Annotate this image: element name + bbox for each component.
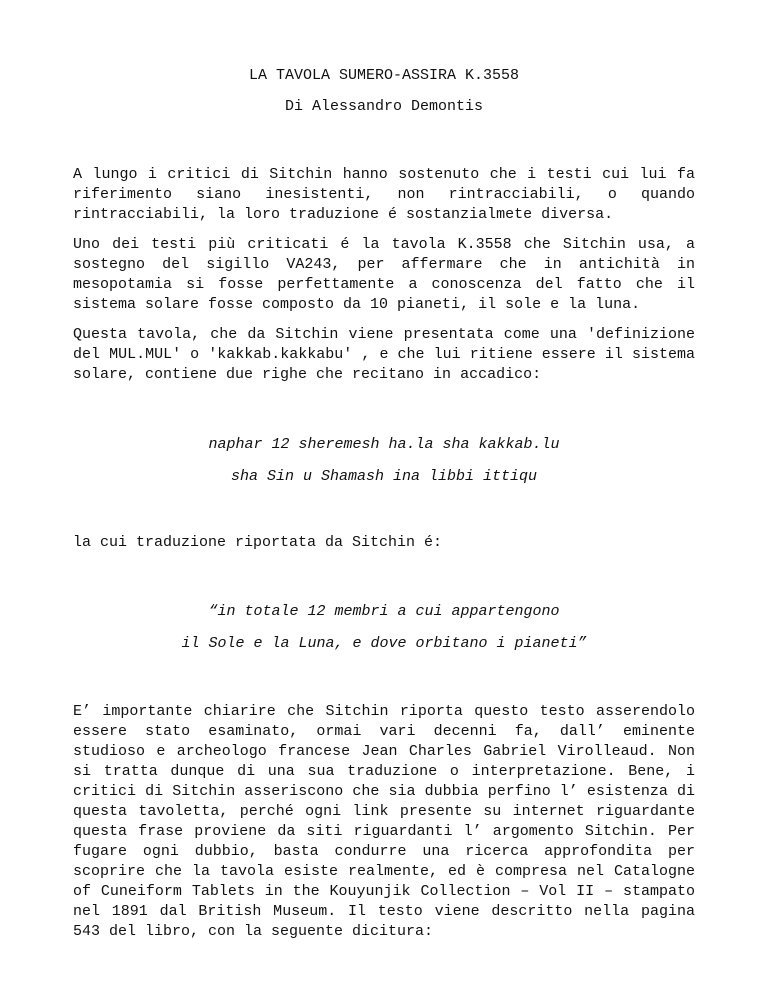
akkadian-line-1: naphar 12 sheremesh ha.la sha kakkab.lu — [208, 436, 560, 453]
translation-intro: la cui traduzione riportata da Sitchin é: — [73, 534, 443, 551]
paragraph-k3558: Uno dei testi più criticati é la tavola K.3558 che Sitchin usa, a sostegno del sigillo VA243, per affermare che in antichità in mesopotamia si fosse perfettamente a conoscenza del fatto che il sistema solare fosse composto da 10 pianeti, il sole e la luna. — [73, 236, 695, 313]
document-page — [73, 0, 695, 942]
translation-line-2: il Sole e la Luna, e dove orbitano i pianeti” — [181, 635, 587, 652]
translation-line-1: “in totale 12 membri a cui appartengono — [208, 603, 560, 620]
document-author: Di Alessandro Demontis — [284, 98, 484, 115]
paragraph-intro: A lungo i critici di Sitchin hanno sostenuto che i testi cui lui fa riferimento siano inesistenti, non rintracciabili, o quando rintracciabili, la loro traduzione é sostanzialmete diversa. — [73, 166, 695, 223]
paragraph-mulmul: Questa tavola, che da Sitchin viene presentata come una 'definizione del MUL.MUL' o 'kakkab.kakkabu' , e che lui ritiene essere il sistema solare, contiene due righe che recitano in accadico: — [73, 326, 695, 383]
akkadian-line-2: sha Sin u Shamash ina libbi ittiqu — [230, 468, 538, 485]
document-title: LA TAVOLA SUMERO-ASSIRA K.3558 — [248, 67, 520, 84]
paragraph-closing: E’ importante chiarire che Sitchin riporta questo testo asserendolo essere stato esaminato, ormai vari decenni fa, dall’ eminente studioso e archeologo francese Jean Charles Gabriel Virolleaud. Non si tratta dunque di una sua traduzione o interpretazione. Bene, i critici di Sitchin asseriscono che sia dubbia perfino l’ esistenza di questa tavoletta, perché ogni link presente su internet riguardante questa frase proviene da siti riguardanti l’ argomento Sitchin. Per fugare ogni dubbio, basta condurre una ricerca approfondita per scoprire che la tavola esiste realmente, ed è compresa nel Catalogne of Cuneiform Tablets in the Kouyunjik Collection – Vol II – stampato nel 1891 dal British Museum. Il testo viene descritto nella pagina 543 del libro, con la seguente dicitura: — [73, 703, 695, 940]
